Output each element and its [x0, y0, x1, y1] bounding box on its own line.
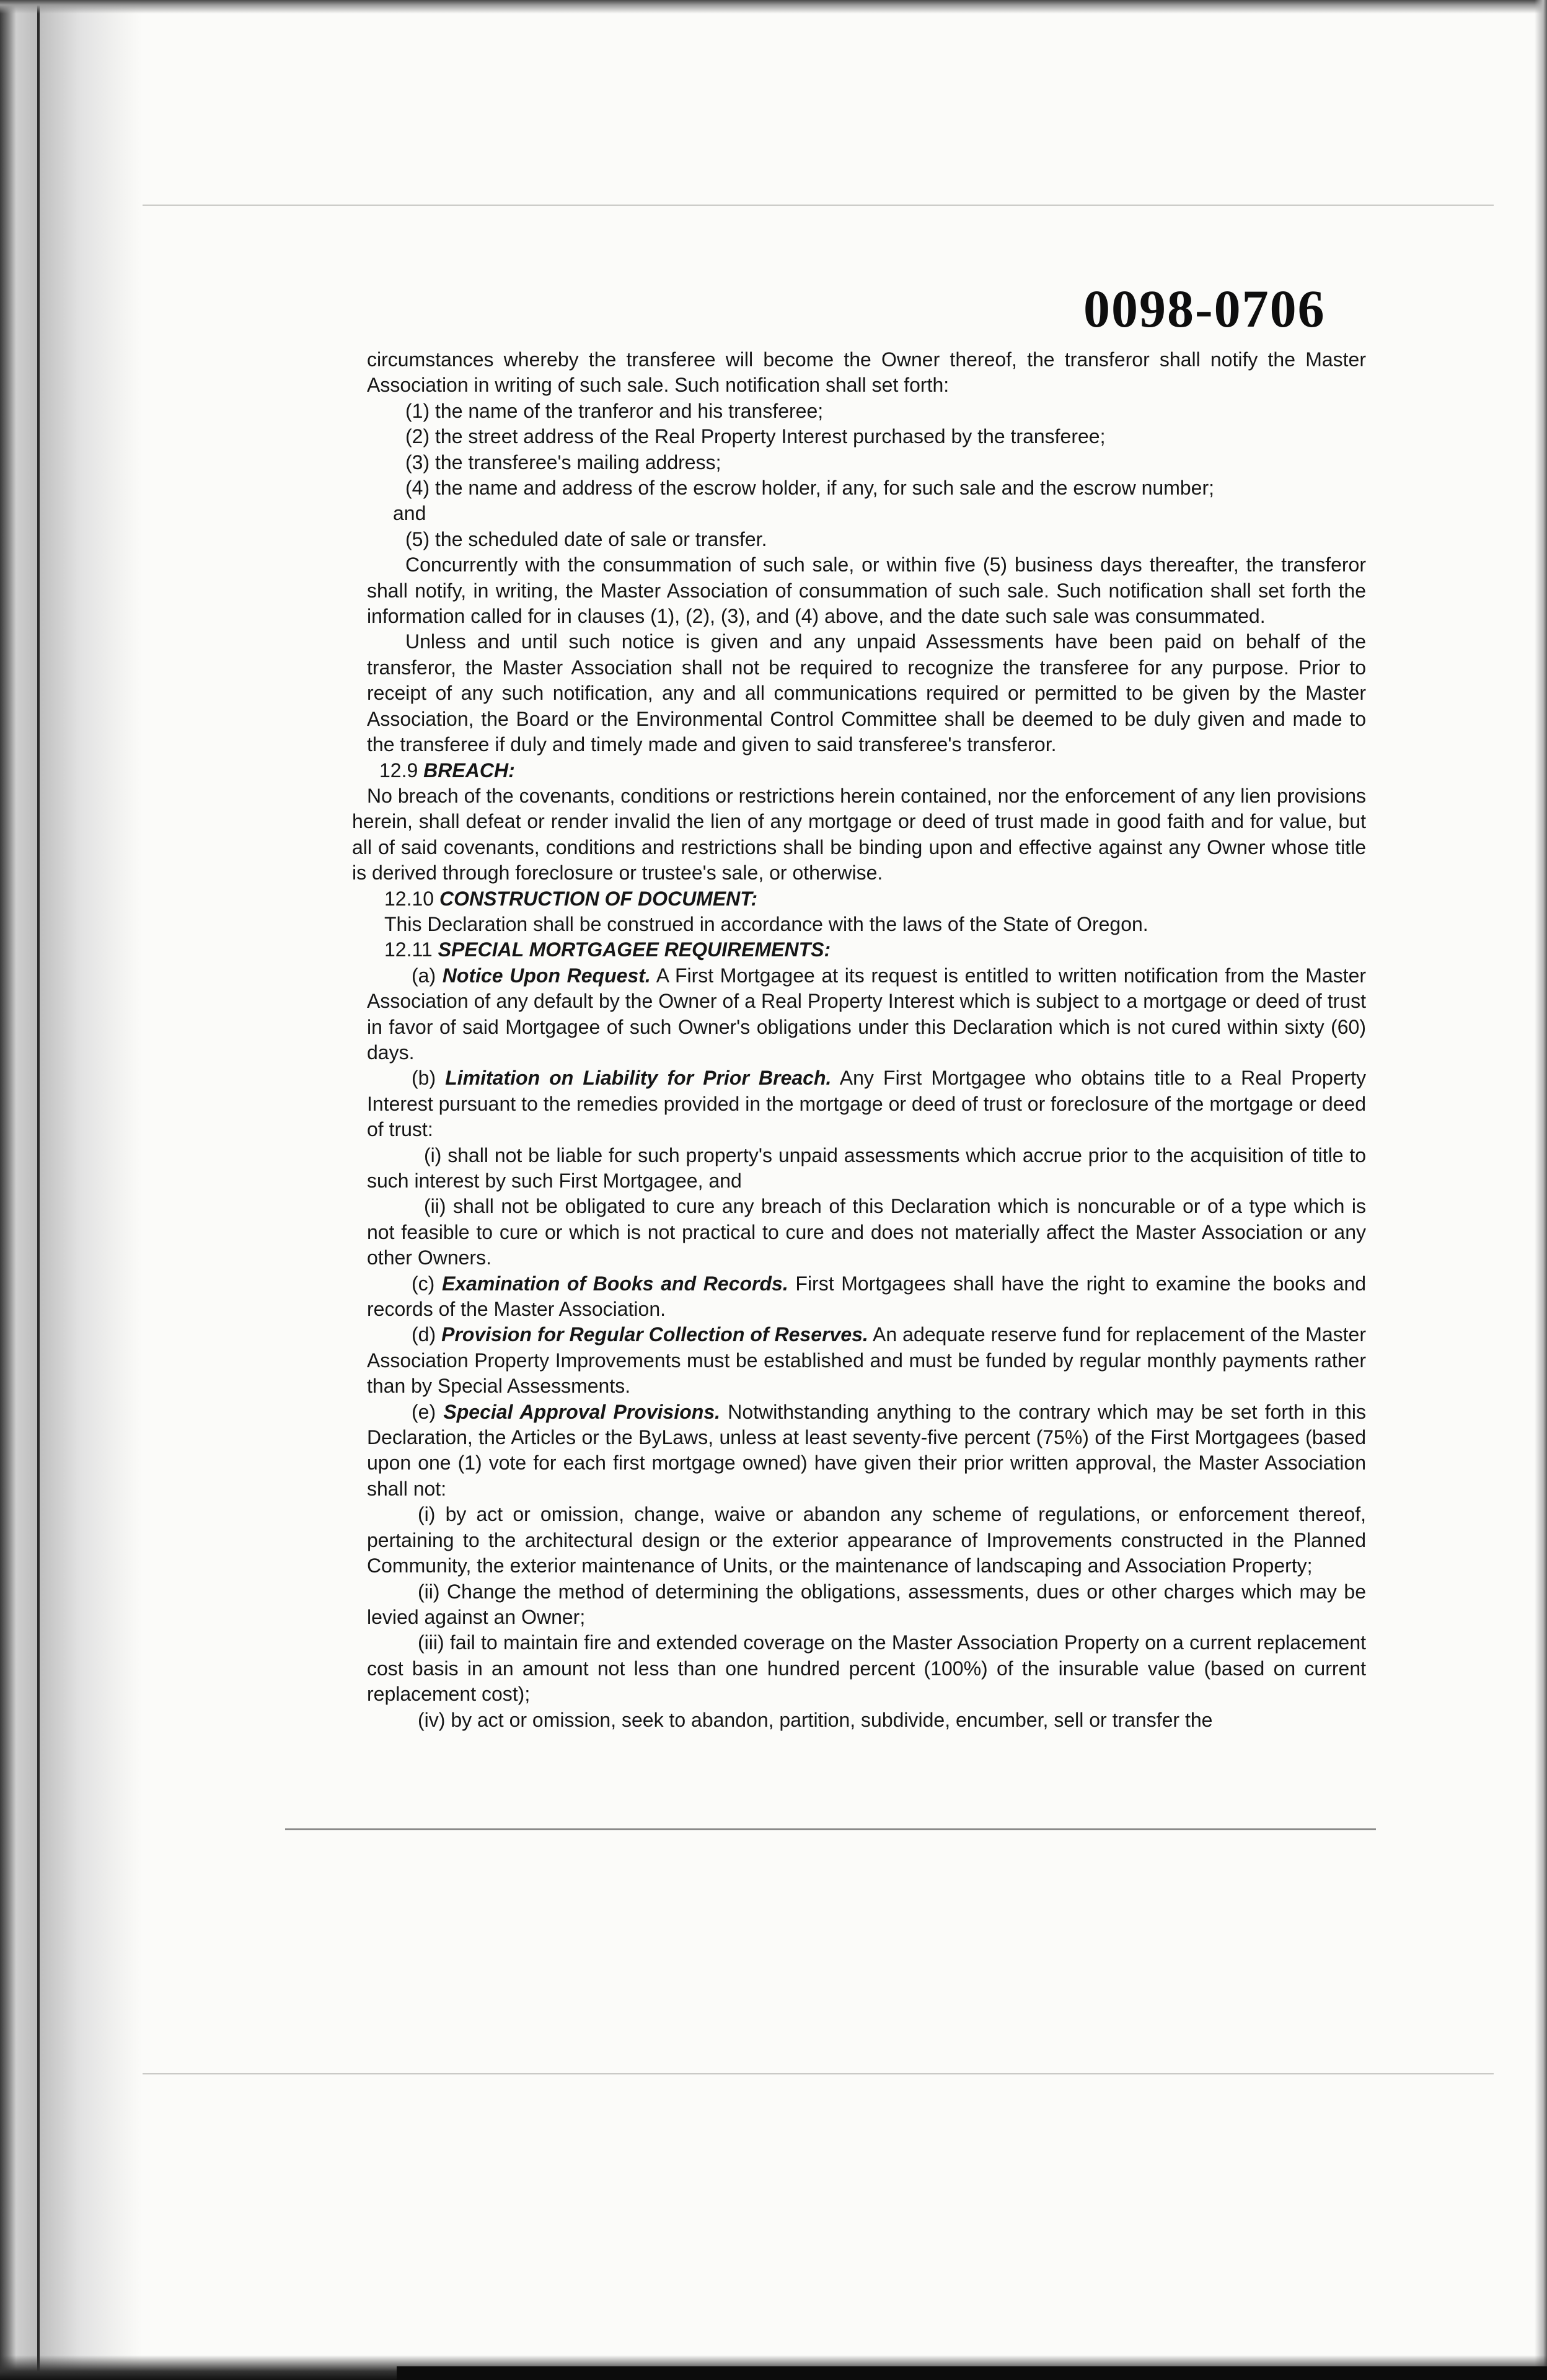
subsection-body: First Mortgagees shall have the right to examine the books and records of the Master Association.: [367, 1272, 1367, 1321]
subsection-b-item-ii: (ii) shall not be obligated to cure any breach of this Declaration which is noncurable or of a type which is not feasible to cure or which is not practical to cure and does not materially affect the Master Association or any other Owners.: [367, 1195, 1366, 1269]
section-12-10-body: This Declaration shall be construed in accordance with the laws of the State of Oregon.: [384, 912, 1148, 935]
subsection-label: (b): [412, 1067, 436, 1090]
section-12-9-heading: [367, 758, 1366, 783]
subsection-label: (e): [412, 1400, 436, 1423]
list-item-2: (2) the street address of the Real Property Interest purchased by the transferee;: [405, 425, 1106, 448]
paragraph-intro: circumstances whereby the transferee will become the Owner thereof, the transferor shall notify the Master Association in writing of such sale. Such notification shall set forth:: [367, 348, 1366, 397]
subsection-title: Notice Upon Request.: [442, 964, 651, 987]
subsection-title: Special Approval Provisions.: [443, 1400, 721, 1423]
subsection-e-item-ii: (ii) Change the method of determining the obligations, assessments, dues or other charges which may be levied against an Owner;: [367, 1580, 1366, 1628]
subsection-e-item-iv: (iv) by act or omission, seek to abandon, partition, subdivide, encumber, sell or transfer the: [418, 1708, 1213, 1731]
section-12-10-heading: [367, 886, 1366, 912]
subsection-title: Provision for Regular Collection of Reserves.: [441, 1323, 868, 1346]
subsection-d: [367, 1322, 1366, 1399]
scan-faint-rule-top: [143, 205, 1494, 206]
scan-left-line: [37, 0, 40, 2380]
subsection-body: An adequate reserve fund for replacement of the Master Association Property Improvements must be established and must be funded by regular monthly payments rather than by Special Assessments.: [367, 1323, 1367, 1398]
section-12-9-body: No breach of the covenants, conditions or restrictions herein contained, nor the enforcement of any lien provisions herein, shall defeat or render invalid the lien of any mortgage or deed of trust made in good faith and for value, but all of said covenants, conditions and restrictions shall be binding upon and effective against any Owner whose title is derived through foreclosure or trustee's sale, or otherwise.: [352, 784, 1366, 884]
subsection-body: Any First Mortgagee who obtains title to a Real Property Interest pursuant to the remedies provided in the mortgage or deed of trust or foreclosure of the mortgage or deed of trust:: [367, 1067, 1367, 1141]
subsection-b: [367, 1065, 1366, 1142]
list-item-1: (1) the name of the tranferor and his transferee;: [405, 399, 824, 422]
subsection-b-item-i: (i) shall not be liable for such property's unpaid assessments which accrue prior to the acquisition of title to such interest by such First Mortgagee, and: [367, 1144, 1366, 1192]
scan-left-edge: [0, 0, 143, 2380]
paragraph-consummation: Concurrently with the consummation of such sale, or within five (5) business days thereafter, the transferor shall notify, in writing, the Master Association of consummation of such sale. Such notification shall set forth the information called for in clauses (1), (2), (3), and (4) above, and the date such sale was consummated.: [367, 553, 1366, 628]
list-item-3: (3) the transferee's mailing address;: [405, 451, 721, 474]
paragraph-notice: Unless and until such notice is given and any unpaid Assessments have been paid on behalf of the transferor, the Master Association shall not be required to recognize the transferee for any purpose. Prior to receipt of any such notification, any and all communications required or permitted to be given by the Master Association, the Board or the Environmental Control Committee shall be deemed to be duly given and made to the transferee if duly and timely made and given to said transferee's transferor.: [367, 630, 1366, 756]
document-body: [352, 347, 1367, 1733]
subsection-title: Examination of Books and Records.: [441, 1272, 788, 1295]
subsection-e-item-iii: (iii) fail to maintain fire and extended coverage on the Master Association Property on a current replacement cost basis in an amount not less than one hundred percent (100%) of the insurable value (based on current replacement cost);: [367, 1631, 1366, 1706]
scan-top-edge: [0, 0, 1547, 14]
subsection-label: (c): [412, 1272, 435, 1295]
section-title: BREACH:: [423, 759, 515, 782]
subsection-label: (d): [412, 1323, 436, 1346]
scan-right-edge: [1535, 0, 1547, 2380]
scan-bottom-bar: [397, 2366, 1547, 2380]
footer-rule: [285, 1828, 1376, 1830]
subsection-e: [367, 1399, 1366, 1502]
subsection-body: Notwithstanding anything to the contrary which may be set forth in this Declaration, the Articles or the ByLaws, unless at least seventy-five percent (75%) of the First Mortgagees (based upon one (1) vote for each first mortgage owned) have given their prior written approval, the Master Association shall not:: [367, 1400, 1367, 1500]
subsection-a: [367, 963, 1366, 1066]
section-title: CONSTRUCTION OF DOCUMENT:: [439, 887, 758, 910]
subsection-e-item-i: (i) by act or omission, change, waive or abandon any scheme of regulations, or enforcement thereof, pertaining to the architectural design or the exterior appearance of Improvements constructed in the Planned Community, the exterior maintenance of Units, or the maintenance of landscaping and Association Property;: [367, 1503, 1366, 1577]
subsection-body: A First Mortgagee at its request is entitled to written notification from the Master Association of any default by the Owner of a Real Property Interest which is subject to a mortgage or deed of trust in favor of said Mortgagee of such Owner's obligations under this Declaration which is not cured within sixty (60) days.: [367, 964, 1367, 1064]
list-item-4-and: and: [393, 502, 426, 525]
subsection-c: [367, 1271, 1366, 1323]
section-number: 12.11: [384, 938, 433, 961]
section-number: 12.10: [384, 887, 434, 910]
list-item-4: (4) the name and address of the escrow holder, if any, for such sale and the escrow number;: [405, 477, 1214, 500]
document-number: 0098-0706: [1083, 279, 1326, 338]
scan-faint-rule-bottom: [143, 2073, 1494, 2074]
subsection-label: (a): [412, 964, 436, 987]
list-item-5: (5) the scheduled date of sale or transfer.: [405, 527, 767, 550]
section-number: 12.9: [379, 759, 418, 782]
section-title: SPECIAL MORTGAGEE REQUIREMENTS:: [438, 938, 831, 961]
section-12-11-heading: [367, 937, 1366, 963]
subsection-title: Limitation on Liability for Prior Breach.: [445, 1067, 832, 1090]
